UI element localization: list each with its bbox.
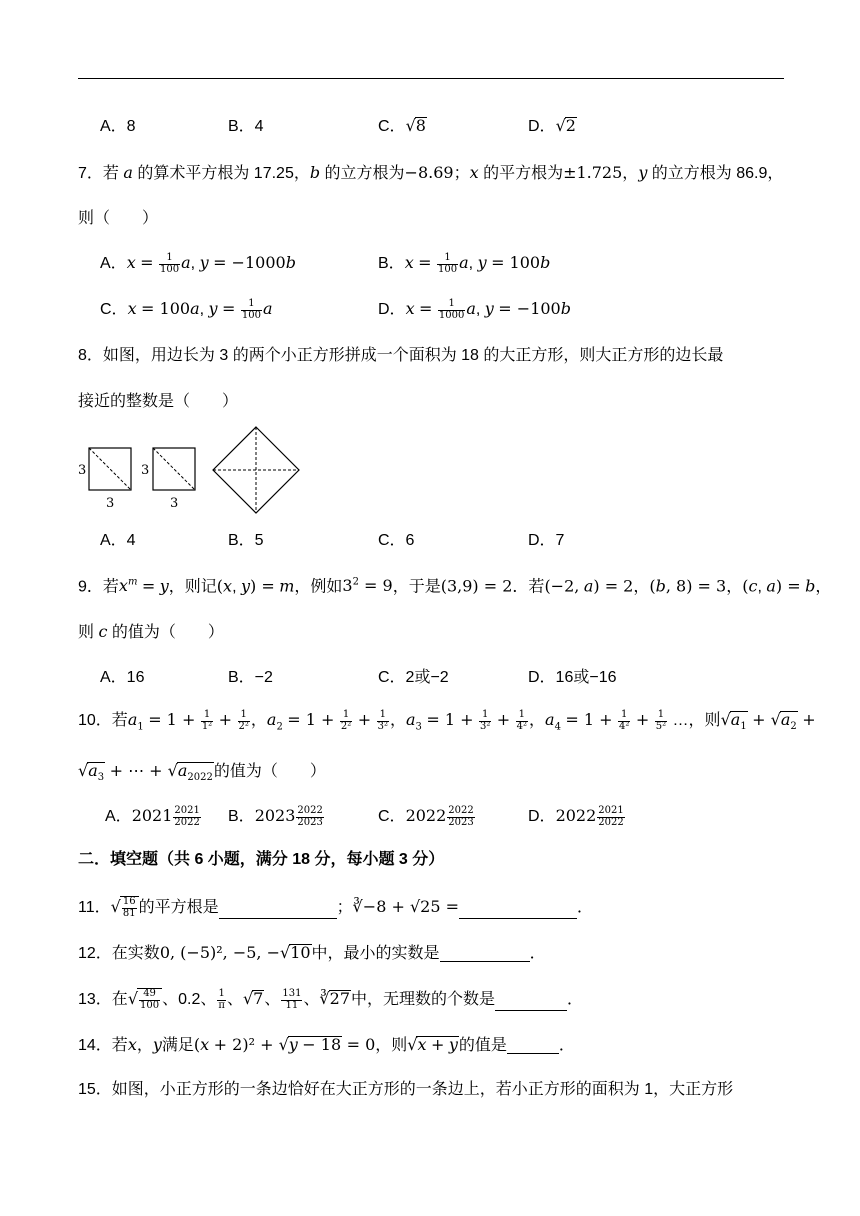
question-13: 13．在√ $\frac{49}{100}$ 、0.2、 $\frac{1}{\pi}$ 、√7、 $\frac{131}{11}$ 、∛27中，无理数的个数是 ．: [78, 988, 584, 1011]
square2-bottom-label: 3: [170, 496, 179, 511]
q11-blank-1[interactable]: [219, 904, 337, 919]
square2-left-label: 3: [141, 463, 150, 478]
question-12: 12．在实数0, (−5)², −5, −√10中，最小的实数是 ．: [78, 943, 546, 962]
q10-stem-line2: $√a_3$ + ⋯ + $√a_{2022}$的值为（ ）: [78, 761, 326, 784]
q10-stem-line1: 10．若$a_1 = 1$ + $\frac{1}{\text{1²}}$ + $\frac{1}{\text{2²}}$ ，$a_2 = 1$ + $\frac{1}{\text{2²}}$ + $\frac{1}{\text{3²}}$ ，$a_3 = 1$ + $\frac{1}{\text{3²}}$ + $\frac{1}{\text{4²}}$ ，$a_4 = 1$ + $\frac{1}{\text{4²}}$ + $\frac{1}{\text{5²}}$ …，则$√a_1 + √a_2$ +: [78, 709, 816, 733]
square1-bottom-label: 3: [106, 496, 115, 511]
q14-blank[interactable]: [507, 1039, 559, 1054]
q13-blank[interactable]: [495, 996, 567, 1011]
q8-stem-line2: 接近的整数是（ ）: [78, 393, 239, 410]
q6-option-a[interactable]: A．8: [100, 118, 136, 135]
square1-left-label: 3: [78, 463, 87, 478]
header-rule: [78, 78, 784, 79]
q7-stem-line1: 7．若 a 的算术平方根为 17.25，b 的立方根为−8.69；x 的平方根为±1.725，y 的立方根为 86.9，: [78, 163, 784, 182]
q7-option-d[interactable]: D．x = $\frac{1}{1000}$ a, y = −100b: [378, 298, 571, 321]
question-11: 11．√ $\frac{16}{81}$ 的平方根是 ；∛−8 + √25 = ．: [78, 896, 594, 919]
small-square-1: [89, 448, 131, 490]
q12-blank[interactable]: [440, 947, 530, 962]
q8-option-d[interactable]: D．7: [528, 532, 565, 549]
q8-figure: [74, 424, 304, 514]
q7-option-a[interactable]: A．x = $\frac{1}{100}$ a, y = −1000b: [100, 252, 296, 275]
q8-option-a[interactable]: A．4: [100, 532, 136, 549]
large-square-diamond: [213, 427, 299, 513]
q10-option-b[interactable]: B．2023 $\frac{2022}{2023}$: [228, 805, 323, 828]
q7-stem-line2: 则（ ）: [78, 210, 159, 227]
q10-option-a[interactable]: A．2021 $\frac{2021}{2022}$: [105, 805, 200, 828]
q11-blank-2[interactable]: [459, 904, 577, 919]
q7-option-b[interactable]: B．x = $\frac{1}{100}$ a, y = 100b: [378, 252, 551, 275]
q9-option-a[interactable]: A．16: [100, 669, 145, 686]
q10-option-d[interactable]: D．2022 $\frac{2021}{2022}$: [528, 805, 624, 828]
q9-option-b[interactable]: B．−2: [228, 669, 273, 686]
q6-option-b[interactable]: B．4: [228, 118, 264, 135]
question-15: 15．如图，小正方形的一条边恰好在大正方形的一条边上，若小正方形的面积为 1，大正方形: [78, 1081, 734, 1098]
q9-option-d[interactable]: D．16或−16: [528, 669, 617, 686]
q8-stem-line1: 8．如图，用边长为 3 的两个小正方形拼成一个面积为 18 的大正方形，则大正方形的边长最: [78, 347, 724, 364]
question-14: 14．若x，y满足(x + 2)² + √y − 18 = 0，则√x + y的值是 ．: [78, 1035, 575, 1054]
q8-option-b[interactable]: B．5: [228, 532, 264, 549]
q7-option-c[interactable]: C．x = 100a, y = $\frac{1}{100}$ a: [100, 298, 273, 321]
q8-option-c[interactable]: C．6: [378, 532, 415, 549]
q6-option-d[interactable]: D．√2: [528, 116, 576, 135]
q9-stem-line1: 9．若$x^m = y$，则记(x, y) = m，例如$3^2 = 9$，于是(3,9) = 2．若(−2, a) = 2，(b, 8) = 3，(c, a) = b，: [78, 576, 832, 596]
section-2-heading: 二．填空题（共 6 小题，满分 18 分，每小题 3 分）: [78, 851, 445, 868]
small-square-2: [153, 448, 195, 490]
q9-option-c[interactable]: C．2或−2: [378, 669, 449, 686]
q6-option-c[interactable]: C．√8: [378, 116, 426, 135]
q10-option-c[interactable]: C．2022 $\frac{2022}{2023}$: [378, 805, 474, 828]
q9-stem-line2: 则 c 的值为（ ）: [78, 622, 224, 641]
